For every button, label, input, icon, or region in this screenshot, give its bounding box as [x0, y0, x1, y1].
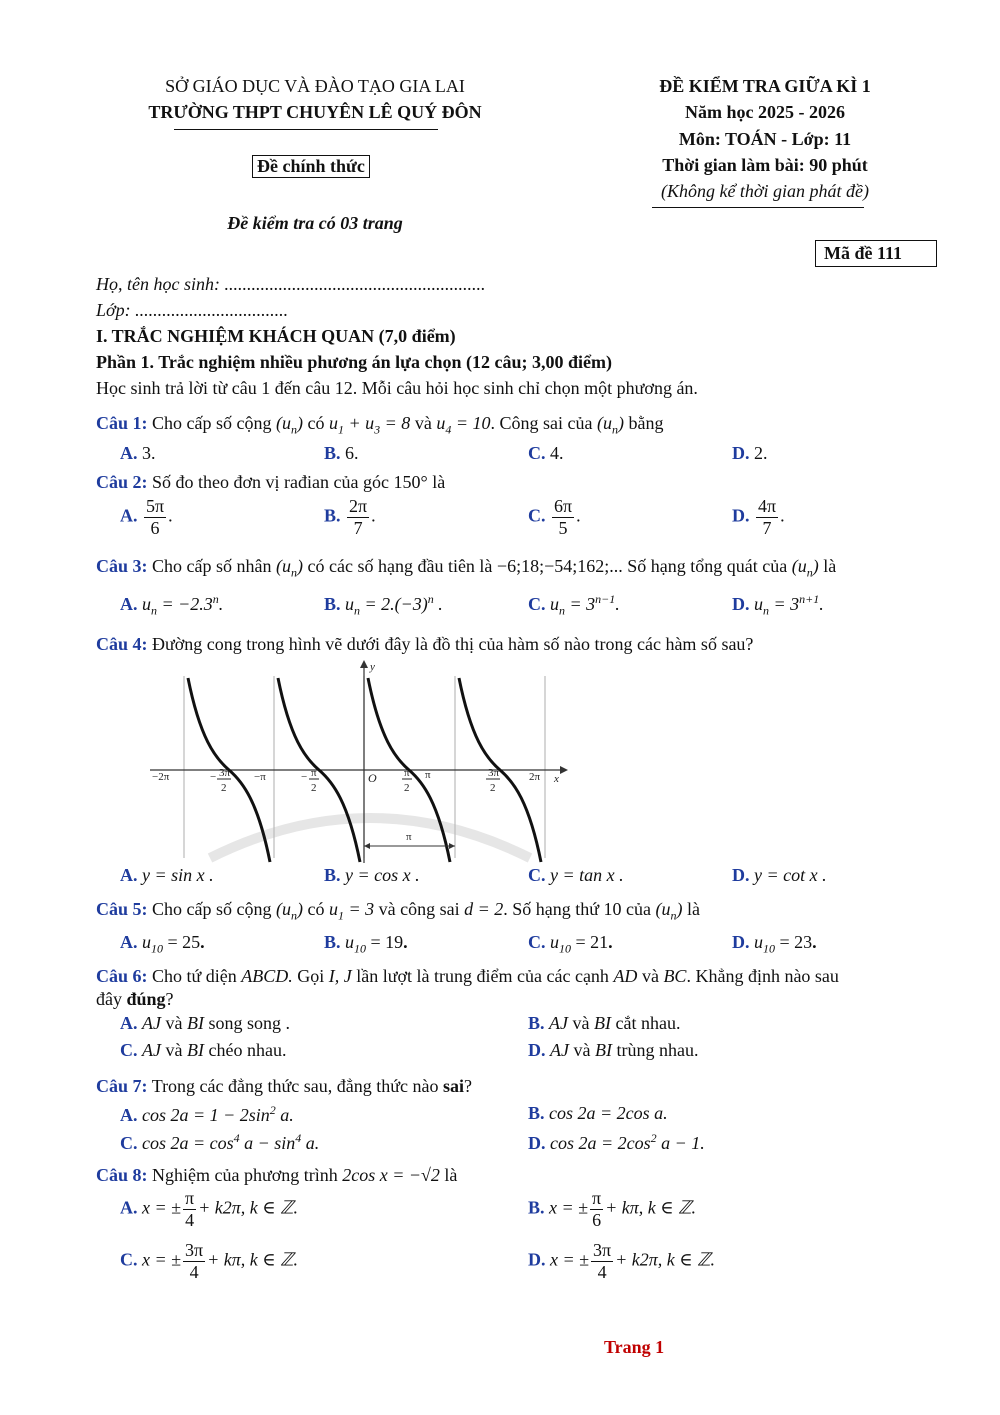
- q7-option-b[interactable]: B. cos 2a = 2cos a.: [528, 1103, 668, 1123]
- question-2: [96, 472, 445, 493]
- q8-label: Câu 8:: [96, 1165, 148, 1185]
- pages-note: Đề kiểm tra có 03 trang: [227, 213, 403, 233]
- q6-option-a[interactable]: A. AJ và BI song song .: [120, 1013, 290, 1033]
- instruction: Học sinh trả lời từ câu 1 đến câu 12. Mỗi câu hỏi học sinh chỉ chọn một phương án.: [96, 378, 698, 398]
- page-number: Trang 1: [604, 1337, 665, 1357]
- q1-text-2: có: [307, 413, 325, 433]
- class-line: Lớp: ..................................: [96, 300, 289, 320]
- q5-text-2: có: [307, 899, 325, 919]
- q4-option-c[interactable]: C. y = tan x .: [528, 865, 624, 885]
- q5-text-4: . Số hạng thứ 10 của: [503, 899, 652, 919]
- question-6: Câu 6: Cho tứ diện ABCD. Gọi I, J lần lượt là trung điểm của các cạnh AD và BC. Khẳng định nào sau: [96, 966, 839, 986]
- x-axis-label: x: [554, 773, 559, 785]
- header-rule-left: [174, 129, 438, 130]
- header-rule-right: [652, 207, 864, 208]
- q5-option-d[interactable]: D. $u_{10} = 23$.: [732, 932, 817, 956]
- q4-text: Đường cong trong hình vẽ dưới đây là đồ thị của hàm số nào trong các hàm số sau?: [152, 634, 754, 654]
- q1-text-3: và: [414, 413, 432, 433]
- q7-label: Câu 7:: [96, 1076, 148, 1096]
- q3-option-d[interactable]: D. $u_n = 3^{n+1}$.: [732, 592, 824, 618]
- q2-option-b[interactable]: B. $\frac{2\pi}{7}$ .: [324, 496, 376, 538]
- dept-name: SỞ GIÁO DỤC VÀ ĐÀO TẠO GIA LAI: [165, 76, 465, 96]
- question-6-cont: đây đúng?: [96, 989, 174, 1009]
- q8-option-b[interactable]: B. x = ± $\frac{\pi}{6}$ + kπ, k ∈ ℤ.: [528, 1188, 696, 1230]
- q4-label: Câu 4:: [96, 634, 148, 654]
- tick-pi: π: [425, 769, 431, 781]
- exam-code: Mã đề 111: [815, 240, 937, 267]
- section-title: I. TRẮC NGHIỆM KHÁCH QUAN (7,0 điểm): [96, 326, 456, 346]
- q5-option-b[interactable]: B. $u_{10} = 19$.: [324, 932, 408, 956]
- q7-option-c[interactable]: C. $\cos 2a = \cos^4 a - \sin^4 a$.: [120, 1131, 320, 1153]
- question-8: Câu 8: Nghiệm của phương trình 2cos x = −√2 là: [96, 1165, 458, 1185]
- q3-text-3: Số hạng tổng quát của: [627, 556, 788, 576]
- q3-label: Câu 3:: [96, 556, 148, 576]
- svg-text:2: 2: [311, 782, 317, 794]
- q3-option-b[interactable]: B. $u_n = 2.(-3)^n$ .: [324, 592, 443, 618]
- cot-graph: [150, 658, 570, 863]
- q7-option-d[interactable]: D. $\cos 2a = 2\cos^2$ a − 1.: [528, 1131, 705, 1153]
- q2-label: Câu 2:: [96, 472, 148, 492]
- q3-seq: −6;18;−54;162;...: [496, 556, 623, 576]
- question-7: Câu 7: Trong các đẳng thức sau, đẳng thức nào sai?: [96, 1076, 472, 1096]
- q5-option-c[interactable]: C. $u_{10} = 21$.: [528, 932, 613, 956]
- q3-option-a[interactable]: A. $u_n = -2.3^n$.: [120, 592, 224, 618]
- q1-option-b[interactable]: B. 6.: [324, 443, 359, 463]
- q5-text-5: là: [687, 899, 701, 919]
- q2-option-d[interactable]: D. $\frac{4\pi}{7}$ .: [732, 496, 785, 538]
- svg-text:2: 2: [404, 782, 410, 794]
- tick-minus-pi: −π: [254, 771, 266, 783]
- q2-option-a[interactable]: A. $\frac{5\pi}{6}$ .: [120, 496, 173, 538]
- subject: Môn: TOÁN - Lớp: 11: [678, 129, 852, 149]
- q6-label: Câu 6:: [96, 966, 148, 986]
- time-note: (Không kể thời gian phát đề): [660, 181, 870, 201]
- q5-option-a[interactable]: A. $u_{10} = 25$.: [120, 932, 205, 956]
- student-name-line: Họ, tên học sinh: ..........................................................: [96, 274, 486, 294]
- q6-option-b[interactable]: B. AJ và BI cắt nhau.: [528, 1013, 681, 1033]
- q3-option-c[interactable]: C. $u_n = 3^{n-1}$.: [528, 592, 620, 618]
- q8-option-c[interactable]: C. x = ± $\frac{3\pi}{4}$ + kπ, k ∈ ℤ.: [120, 1240, 298, 1282]
- q1-label: Câu 1:: [96, 413, 148, 433]
- q4-option-d[interactable]: D. y = cot x .: [732, 865, 827, 885]
- question-5: Câu 5: Cho cấp số cộng $(u_n)$ có $u_1 = 3$ và công sai d = 2. Số hạng thứ 10 của $(u_n)$ là: [96, 899, 701, 923]
- school-year: Năm học 2025 - 2026: [685, 102, 845, 122]
- period-label: π: [406, 831, 412, 843]
- svg-text:π: π: [404, 767, 410, 779]
- q1-text: Cho cấp số cộng: [152, 413, 272, 433]
- question-3: Câu 3: Cho cấp số nhân $(u_n)$ có các số hạng đầu tiên là −6;18;−54;162;... Số hạng tổng quát của $(u_n)$ là: [96, 556, 837, 580]
- svg-text:2: 2: [221, 782, 227, 794]
- q6-option-c[interactable]: C. AJ và BI chéo nhau.: [120, 1040, 287, 1060]
- q2-angle: 150°: [393, 472, 428, 492]
- y-axis-label: y: [370, 661, 375, 673]
- q3-text-4: là: [823, 556, 837, 576]
- q3-text: Cho cấp số nhân: [152, 556, 272, 576]
- q1-text-4: . Công sai của: [490, 413, 593, 433]
- school-name: TRƯỜNG THPT CHUYÊN LÊ QUÝ ĐÔN: [148, 102, 482, 122]
- q4-option-a[interactable]: A. y = sin x .: [120, 865, 214, 885]
- q8-option-a[interactable]: A. x = ± $\frac{\pi}{4}$ + k2π, k ∈ ℤ.: [120, 1188, 298, 1230]
- q5-label: Câu 5:: [96, 899, 148, 919]
- svg-text:2: 2: [490, 782, 496, 794]
- q2-tail: là: [432, 472, 446, 492]
- q2-text: Số đo theo đơn vị rađian của góc: [152, 472, 389, 492]
- part1-title: Phần 1. Trắc nghiệm nhiều phương án lựa chọn (12 câu; 3,00 điểm): [96, 352, 612, 372]
- question-4: [96, 634, 753, 655]
- q4-option-b[interactable]: B. y = cos x .: [324, 865, 420, 885]
- svg-text:3π: 3π: [488, 767, 500, 779]
- q7-option-a[interactable]: A. $\cos 2a = 1 - 2\sin^2$ a.: [120, 1103, 294, 1125]
- time-limit: Thời gian làm bài: 90 phút: [662, 155, 868, 175]
- q1-option-a[interactable]: A. 3.: [120, 443, 156, 463]
- official-label: Đề chính thức: [252, 155, 370, 178]
- q3-text-2: có các số hạng đầu tiên là: [307, 556, 493, 576]
- svg-text:π: π: [311, 767, 317, 779]
- question-1: Câu 1: Cho cấp số cộng $(u_n)$ có $u_1 + u_3 = 8$ và $u_4 = 10$. Công sai của $(u_n)$ bằng: [96, 413, 664, 437]
- svg-text:−: −: [210, 771, 217, 783]
- origin-label: O: [368, 771, 377, 785]
- exam-title: ĐỀ KIỂM TRA GIỮA KÌ 1: [659, 76, 871, 96]
- q5-text: Cho cấp số cộng: [152, 899, 272, 919]
- tick-minus-2pi: −2π: [152, 771, 170, 783]
- svg-text:3π: 3π: [219, 767, 231, 779]
- q6-option-d[interactable]: D. AJ và BI trùng nhau.: [528, 1040, 699, 1060]
- tick-2pi: 2π: [529, 771, 541, 783]
- q1-text-5: bằng: [628, 413, 664, 433]
- q5-text-3: và công sai: [378, 899, 460, 919]
- q1-option-d[interactable]: D. 2.: [732, 443, 768, 463]
- q8-option-d[interactable]: D. x = ± $\frac{3\pi}{4}$ + k2π, k ∈ ℤ.: [528, 1240, 715, 1282]
- q1-option-c[interactable]: C. 4.: [528, 443, 564, 463]
- q2-option-c[interactable]: C. $\frac{6\pi}{5}$ .: [528, 496, 581, 538]
- svg-text:−: −: [301, 771, 308, 783]
